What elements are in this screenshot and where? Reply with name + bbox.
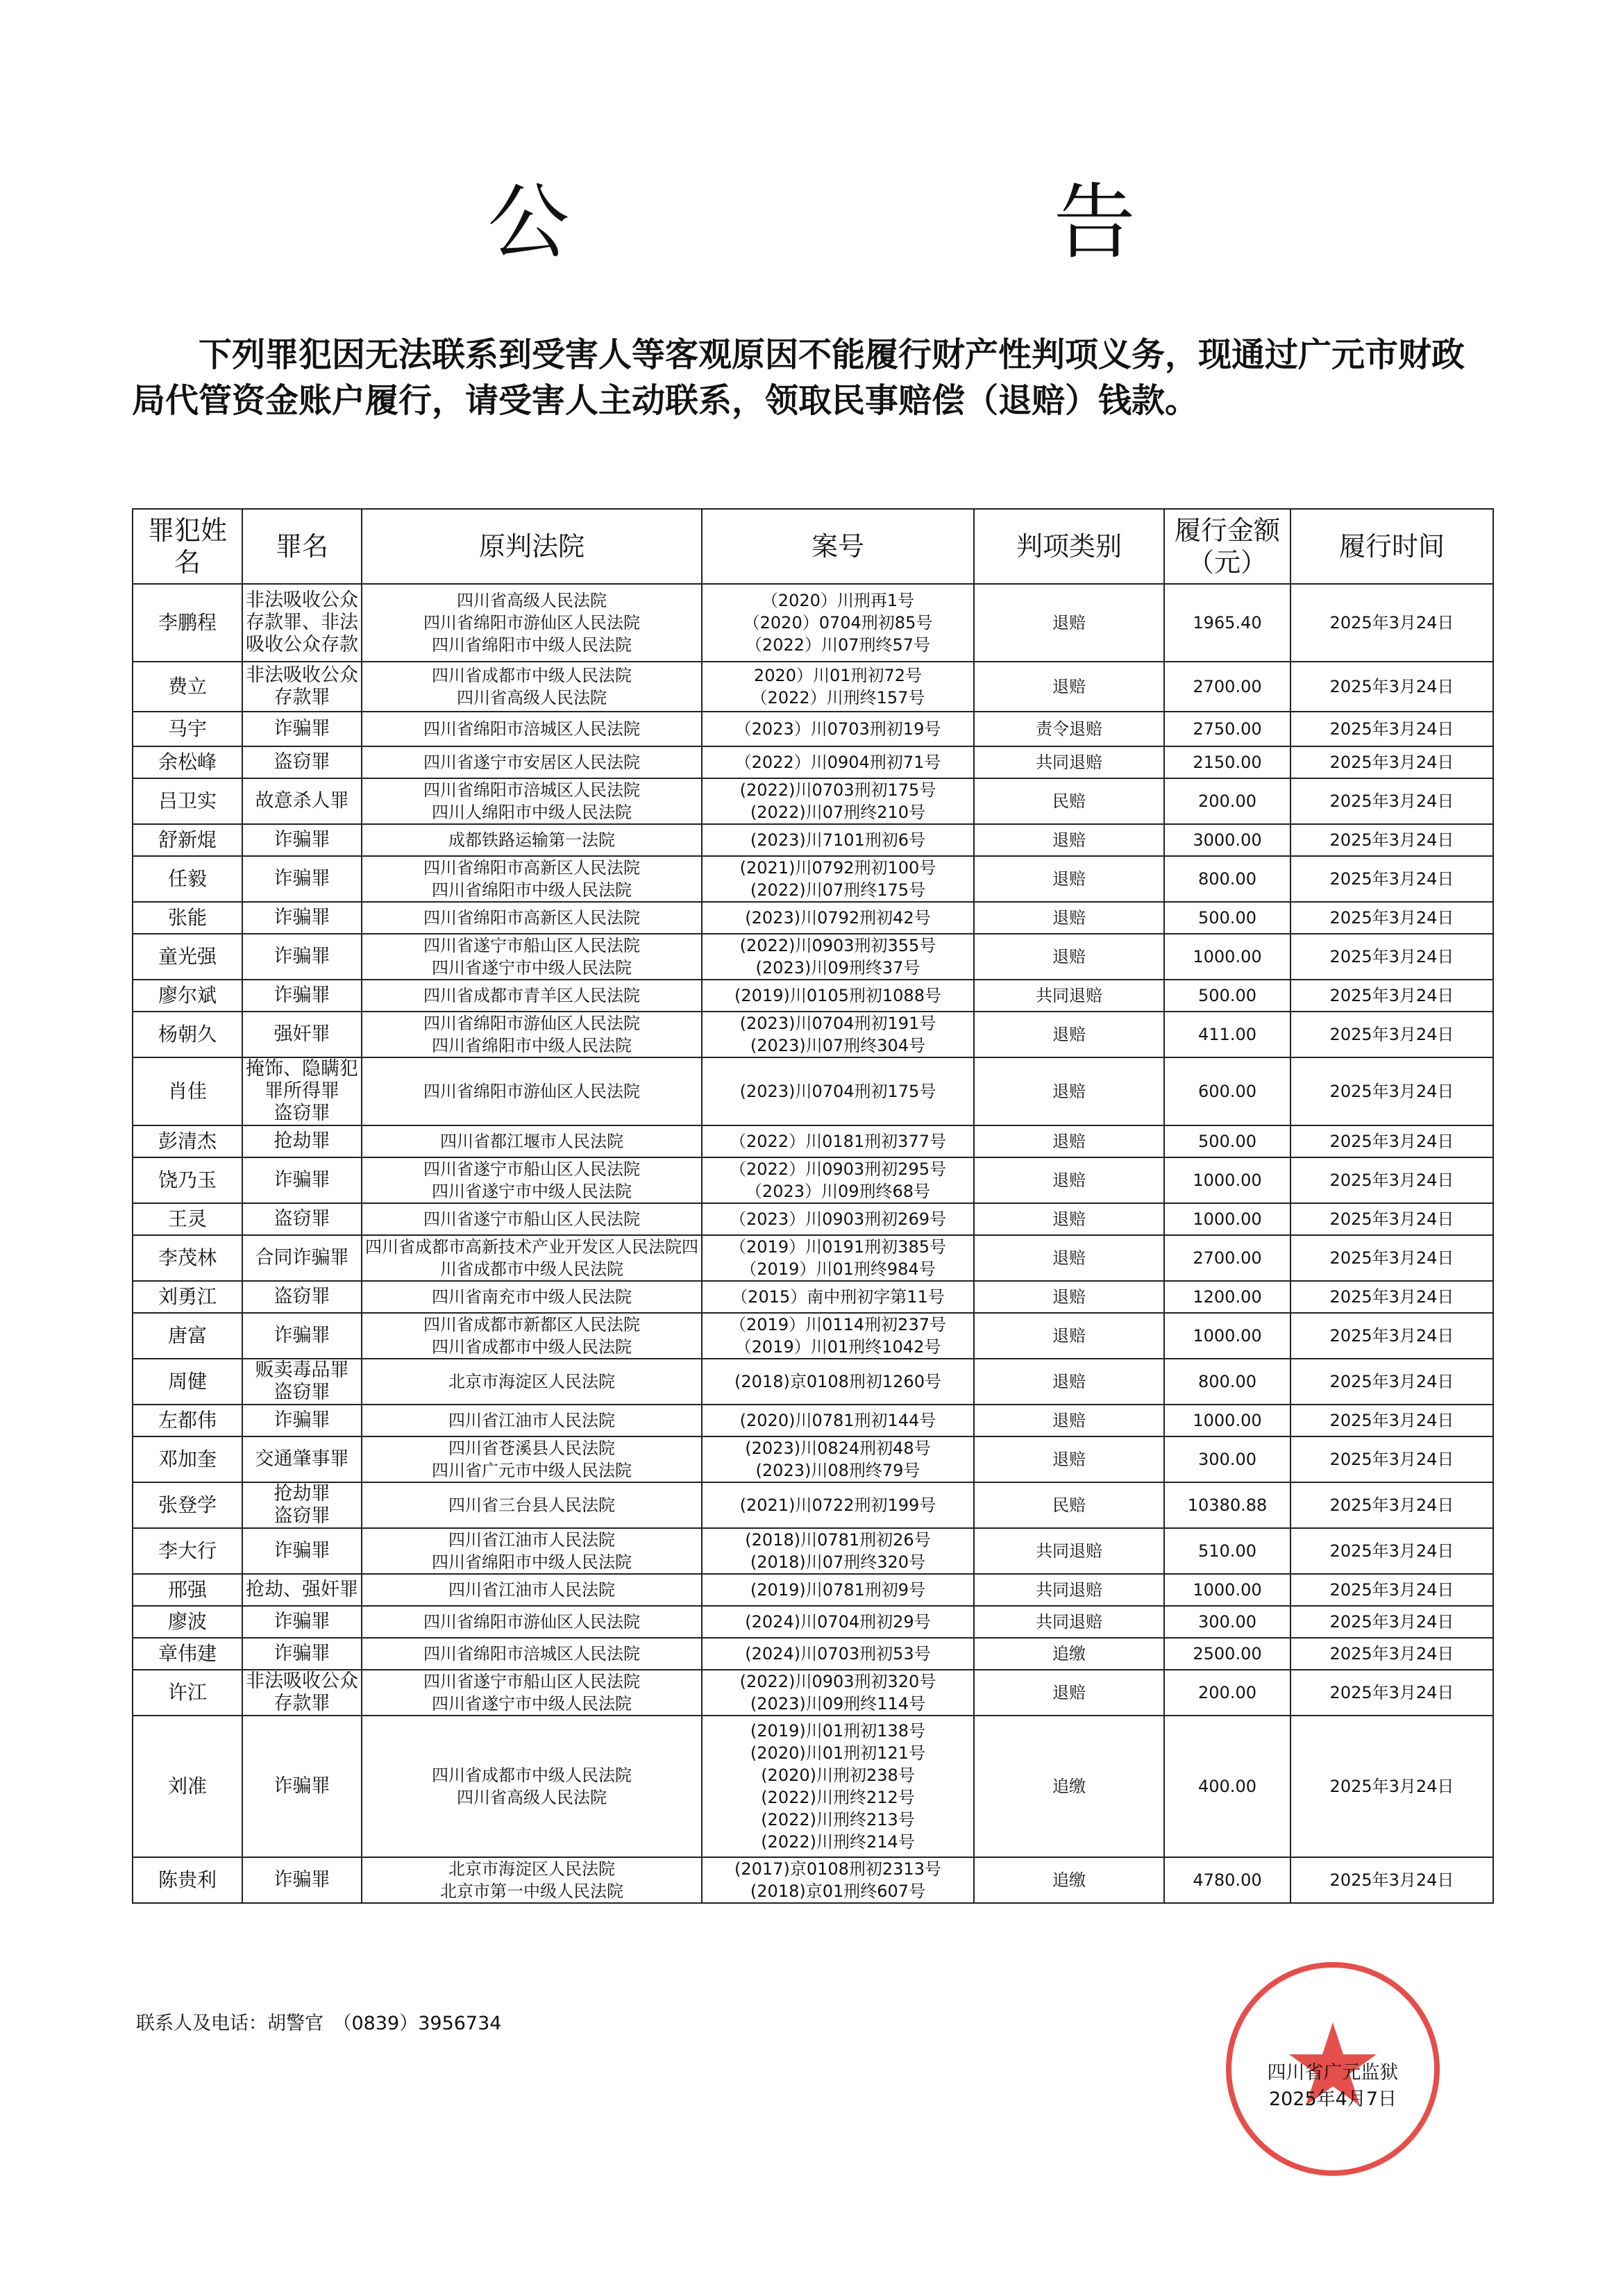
- cell-court: 四川省苍溪县人民法院 四川省广元市中级人民法院: [362, 1436, 702, 1482]
- cell-amount: 800.00: [1164, 856, 1290, 902]
- cell-date: 2025年3月24日: [1290, 1157, 1493, 1203]
- cell-name: 彭清杰: [133, 1125, 242, 1157]
- cell-judgment-type: 民赔: [974, 778, 1164, 824]
- cell-amount: 2500.00: [1164, 1638, 1290, 1670]
- cell-name: 李大行: [133, 1528, 242, 1574]
- table-row: [133, 778, 1493, 824]
- table-row: [133, 1125, 1493, 1157]
- table-row: [133, 934, 1493, 980]
- header-type: 判项类别: [974, 509, 1164, 584]
- cell-crime: 盗窃罪: [242, 1203, 362, 1235]
- cell-court: 成都铁路运输第一法院: [362, 824, 702, 856]
- cell-court: 四川省绵阳市高新区人民法院: [362, 902, 702, 934]
- cell-name: 刘勇江: [133, 1281, 242, 1313]
- cell-date: 2025年3月24日: [1290, 1313, 1493, 1359]
- cell-judgment-type: 追缴: [974, 1857, 1164, 1903]
- cell-case-number: (2021)川0722刑初199号: [702, 1482, 974, 1528]
- cell-court: 四川省遂宁市安居区人民法院: [362, 746, 702, 778]
- cell-name: 任毅: [133, 856, 242, 902]
- cell-amount: 1000.00: [1164, 934, 1290, 980]
- cell-amount: 200.00: [1164, 1670, 1290, 1716]
- cell-name: 童光强: [133, 934, 242, 980]
- cell-date: 2025年3月24日: [1290, 1405, 1493, 1436]
- cell-name: 张能: [133, 902, 242, 934]
- table-row: [133, 1203, 1493, 1235]
- cell-case-number: (2022)川0703刑初175号 (2022)川07刑终210号: [702, 778, 974, 824]
- cell-name: 张登学: [133, 1482, 242, 1528]
- cell-date: 2025年3月24日: [1290, 934, 1493, 980]
- cell-judgment-type: 共同退赔: [974, 980, 1164, 1012]
- cell-date: 2025年3月24日: [1290, 1857, 1493, 1903]
- cell-name: 杨朝久: [133, 1012, 242, 1057]
- issue-date: 2025年4月7日: [1268, 2088, 1397, 2110]
- cell-date: 2025年3月24日: [1290, 1716, 1493, 1857]
- cell-judgment-type: 退赔: [974, 1012, 1164, 1057]
- cell-name: 许江: [133, 1670, 242, 1716]
- cell-name: 饶乃玉: [133, 1157, 242, 1203]
- cell-date: 2025年3月24日: [1290, 1281, 1493, 1313]
- cell-case-number: (2022)川0903刑初355号 (2023)川09刑终37号: [702, 934, 974, 980]
- cell-name: 李鹏程: [133, 584, 242, 662]
- cell-amount: 400.00: [1164, 1716, 1290, 1857]
- intro-paragraph: 下列罪犯因无法联系到受害人等客观原因不能履行财产性判项义务，现通过广元市财政局代管资金账户履行，请受害人主动联系，领取民事赔偿（退赔）钱款。: [132, 335, 1465, 420]
- cell-judgment-type: 退赔: [974, 1157, 1164, 1203]
- cell-date: 2025年3月24日: [1290, 1638, 1493, 1670]
- table-row: [133, 662, 1493, 712]
- cell-case-number: (2023)川7101刑初6号: [702, 824, 974, 856]
- cell-court: 四川省遂宁市船山区人民法院: [362, 1203, 702, 1235]
- cell-date: 2025年3月24日: [1290, 1359, 1493, 1405]
- cell-date: 2025年3月24日: [1290, 1482, 1493, 1528]
- table-row: [133, 712, 1493, 746]
- cell-amount: 2750.00: [1164, 712, 1290, 746]
- cell-court: 四川省成都市中级人民法院 四川省高级人民法院: [362, 662, 702, 712]
- cell-amount: 200.00: [1164, 778, 1290, 824]
- cell-amount: 300.00: [1164, 1436, 1290, 1482]
- table-row: [133, 856, 1493, 902]
- cell-crime: 诈骗罪: [242, 980, 362, 1012]
- cell-judgment-type: 退赔: [974, 1203, 1164, 1235]
- cell-name: 王灵: [133, 1203, 242, 1235]
- cell-crime: 掩饰、隐瞒犯罪所得罪 盗窃罪: [242, 1057, 362, 1125]
- cell-judgment-type: 退赔: [974, 584, 1164, 662]
- cell-name: 章伟建: [133, 1638, 242, 1670]
- cell-judgment-type: 追缴: [974, 1638, 1164, 1670]
- cell-name: 邢强: [133, 1574, 242, 1606]
- cell-court: 四川省绵阳市游仙区人民法院: [362, 1606, 702, 1638]
- table-row: [133, 824, 1493, 856]
- table-row: [133, 1606, 1493, 1638]
- cell-crime: 非法吸收公众存款罪: [242, 662, 362, 712]
- table-row: [133, 746, 1493, 778]
- table-body: [133, 584, 1493, 1903]
- cell-court: 四川省南充市中级人民法院: [362, 1281, 702, 1313]
- header-court: 原判法院: [362, 509, 702, 584]
- cell-judgment-type: 退赔: [974, 856, 1164, 902]
- cell-case-number: （2019）川0191刑初385号 （2019）川01刑终984号: [702, 1235, 974, 1281]
- cell-crime: 诈骗罪: [242, 712, 362, 746]
- cell-name: 唐富: [133, 1313, 242, 1359]
- cell-amount: 411.00: [1164, 1012, 1290, 1057]
- cell-name: 费立: [133, 662, 242, 712]
- cell-date: 2025年3月24日: [1290, 1436, 1493, 1482]
- cell-crime: 诈骗罪: [242, 1528, 362, 1574]
- cell-court: 四川省江油市人民法院 四川省绵阳市中级人民法院: [362, 1528, 702, 1574]
- cell-date: 2025年3月24日: [1290, 1670, 1493, 1716]
- cell-judgment-type: 退赔: [974, 934, 1164, 980]
- cell-judgment-type: 退赔: [974, 1235, 1164, 1281]
- cell-judgment-type: 共同退赔: [974, 1606, 1164, 1638]
- cell-date: 2025年3月24日: [1290, 1574, 1493, 1606]
- cell-name: 左都伟: [133, 1405, 242, 1436]
- cell-case-number: (2023)川0704刑初191号 (2023)川07刑终304号: [702, 1012, 974, 1057]
- cell-judgment-type: 责令退赔: [974, 712, 1164, 746]
- cell-court: 四川省成都市新都区人民法院 四川省成都市中级人民法院: [362, 1313, 702, 1359]
- cell-name: 邓加奎: [133, 1436, 242, 1482]
- cell-case-number: (2018)京0108刑初1260号: [702, 1359, 974, 1405]
- cell-amount: 2700.00: [1164, 1235, 1290, 1281]
- cell-case-number: (2019)川0105刑初1088号: [702, 980, 974, 1012]
- table-header-row: [133, 509, 1493, 584]
- cell-date: 2025年3月24日: [1290, 1606, 1493, 1638]
- cell-date: 2025年3月24日: [1290, 1125, 1493, 1157]
- cell-court: 四川省遂宁市船山区人民法院 四川省遂宁市中级人民法院: [362, 934, 702, 980]
- cell-amount: 500.00: [1164, 980, 1290, 1012]
- cell-court: 四川省遂宁市船山区人民法院 四川省遂宁市中级人民法院: [362, 1670, 702, 1716]
- cell-crime: 盗窃罪: [242, 746, 362, 778]
- cell-date: 2025年3月24日: [1290, 1528, 1493, 1574]
- cell-date: 2025年3月24日: [1290, 824, 1493, 856]
- cell-crime: 交通肇事罪: [242, 1436, 362, 1482]
- cell-judgment-type: 民赔: [974, 1482, 1164, 1528]
- cell-name: 舒新焜: [133, 824, 242, 856]
- cell-case-number: （2023）川0903刑初269号: [702, 1203, 974, 1235]
- header-name: 罪犯姓名: [133, 509, 242, 584]
- cell-date: 2025年3月24日: [1290, 662, 1493, 712]
- cell-court: 四川省绵阳市游仙区人民法院 四川省绵阳市中级人民法院: [362, 1012, 702, 1057]
- cell-crime: 强奸罪: [242, 1012, 362, 1057]
- cell-case-number: (2019)川01刑初138号 (2020)川01刑初121号 (2020)川刑初238号 (2022)川刑终212号 (2022)川刑终213号 (2022)川刑终214号: [702, 1716, 974, 1857]
- table-row: [133, 1716, 1493, 1857]
- cell-crime: 抢劫、强奸罪: [242, 1574, 362, 1606]
- cell-crime: 诈骗罪: [242, 1313, 362, 1359]
- cell-date: 2025年3月24日: [1290, 980, 1493, 1012]
- cell-judgment-type: 退赔: [974, 1057, 1164, 1125]
- table-row: [133, 1235, 1493, 1281]
- cell-amount: 800.00: [1164, 1359, 1290, 1405]
- cell-court: 四川省江油市人民法院: [362, 1574, 702, 1606]
- cell-date: 2025年3月24日: [1290, 1203, 1493, 1235]
- cell-crime: 诈骗罪: [242, 1405, 362, 1436]
- table-row: [133, 584, 1493, 662]
- cell-case-number: (2018)川0781刑初26号 (2018)川07刑终320号: [702, 1528, 974, 1574]
- cell-name: 马宇: [133, 712, 242, 746]
- cell-court: 北京市海淀区人民法院 北京市第一中级人民法院: [362, 1857, 702, 1903]
- cell-court: 四川省绵阳市涪城区人民法院: [362, 712, 702, 746]
- cell-case-number: (2021)川0792刑初100号 (2022)川07刑终175号: [702, 856, 974, 902]
- cell-amount: 1000.00: [1164, 1203, 1290, 1235]
- table-row: [133, 1670, 1493, 1716]
- table-row: [133, 1281, 1493, 1313]
- cell-name: 周健: [133, 1359, 242, 1405]
- cell-judgment-type: 追缴: [974, 1716, 1164, 1857]
- table-row: [133, 1313, 1493, 1359]
- cell-crime: 贩卖毒品罪 盗窃罪: [242, 1359, 362, 1405]
- table-row: [133, 1482, 1493, 1528]
- cell-crime: 抢劫罪 盗窃罪: [242, 1482, 362, 1528]
- cell-judgment-type: 共同退赔: [974, 1528, 1164, 1574]
- cell-case-number: (2023)川0792刑初42号: [702, 902, 974, 934]
- cell-crime: 诈骗罪: [242, 1606, 362, 1638]
- cell-crime: 诈骗罪: [242, 1638, 362, 1670]
- issuer-name: 四川省广元监狱: [1267, 2062, 1399, 2084]
- cell-date: 2025年3月24日: [1290, 902, 1493, 934]
- cell-judgment-type: 退赔: [974, 1436, 1164, 1482]
- cell-case-number: (2019)川0781刑初9号: [702, 1574, 974, 1606]
- cell-name: 廖尔斌: [133, 980, 242, 1012]
- cell-case-number: (2023)川0704刑初175号: [702, 1057, 974, 1125]
- table-row: [133, 1057, 1493, 1125]
- table-row: [133, 1528, 1493, 1574]
- cell-judgment-type: 共同退赔: [974, 746, 1164, 778]
- cell-amount: 1000.00: [1164, 1405, 1290, 1436]
- cell-crime: 诈骗罪: [242, 1857, 362, 1903]
- cell-judgment-type: 退赔: [974, 1359, 1164, 1405]
- cell-crime: 诈骗罪: [242, 902, 362, 934]
- cell-amount: 500.00: [1164, 1125, 1290, 1157]
- cell-judgment-type: 退赔: [974, 824, 1164, 856]
- cell-amount: 510.00: [1164, 1528, 1290, 1574]
- cell-date: 2025年3月24日: [1290, 778, 1493, 824]
- cell-case-number: (2024)川0704刑初29号: [702, 1606, 974, 1638]
- header-date: 履行时间: [1290, 509, 1493, 584]
- table-row: [133, 1638, 1493, 1670]
- cell-amount: 1000.00: [1164, 1157, 1290, 1203]
- cell-date: 2025年3月24日: [1290, 712, 1493, 746]
- table-row: [133, 1405, 1493, 1436]
- header-case: 案号: [702, 509, 974, 584]
- cell-amount: 4780.00: [1164, 1857, 1290, 1903]
- cell-court: 四川省都江堰市人民法院: [362, 1125, 702, 1157]
- contact-info: 联系人及电话：胡警官 （0839）3956734: [136, 2013, 502, 2034]
- cell-amount: 300.00: [1164, 1606, 1290, 1638]
- cell-amount: 500.00: [1164, 902, 1290, 934]
- header-amount: 履行金额（元）: [1164, 509, 1290, 584]
- cell-crime: 诈骗罪: [242, 1716, 362, 1857]
- cell-amount: 1000.00: [1164, 1313, 1290, 1359]
- cell-name: 肖佳: [133, 1057, 242, 1125]
- cell-judgment-type: 退赔: [974, 1281, 1164, 1313]
- cell-court: 四川省绵阳市涪城区人民法院 四川人绵阳市中级人民法院: [362, 778, 702, 824]
- table-row: [133, 1857, 1493, 1903]
- cell-name: 余松峰: [133, 746, 242, 778]
- cell-crime: 诈骗罪: [242, 934, 362, 980]
- cell-case-number: （2022）川0904刑初71号: [702, 746, 974, 778]
- cell-date: 2025年3月24日: [1290, 746, 1493, 778]
- page-title: 公 告: [487, 174, 1365, 270]
- table-row: [133, 902, 1493, 934]
- table-row: [133, 980, 1493, 1012]
- cell-case-number: (2017)京0108刑初2313号 (2018)京01刑终607号: [702, 1857, 974, 1903]
- cell-date: 2025年3月24日: [1290, 856, 1493, 902]
- cell-crime: 故意杀人罪: [242, 778, 362, 824]
- cell-name: 陈贵利: [133, 1857, 242, 1903]
- cell-amount: 1965.40: [1164, 584, 1290, 662]
- cell-judgment-type: 退赔: [974, 1405, 1164, 1436]
- cell-name: 廖波: [133, 1606, 242, 1638]
- cell-case-number: （2022）川0903刑初295号 （2023）川09刑终68号: [702, 1157, 974, 1203]
- cell-judgment-type: 退赔: [974, 1313, 1164, 1359]
- cell-amount: 1200.00: [1164, 1281, 1290, 1313]
- cell-crime: 非法吸收公众存款罪、非法吸收公众存款: [242, 584, 362, 662]
- cell-court: 四川省绵阳市游仙区人民法院: [362, 1057, 702, 1125]
- cell-court: 四川省成都市高新技术产业开发区人民法院四川省成都市中级人民法院: [362, 1235, 702, 1281]
- cell-judgment-type: 退赔: [974, 1670, 1164, 1716]
- cell-court: 四川省高级人民法院 四川省绵阳市游仙区人民法院 四川省绵阳市中级人民法院: [362, 584, 702, 662]
- cell-court: 四川省成都市中级人民法院 四川省高级人民法院: [362, 1716, 702, 1857]
- cell-judgment-type: 退赔: [974, 1125, 1164, 1157]
- cell-amount: 2150.00: [1164, 746, 1290, 778]
- cell-court: 北京市海淀区人民法院: [362, 1359, 702, 1405]
- cell-crime: 抢劫罪: [242, 1125, 362, 1157]
- cell-case-number: （2015）南中刑初字第11号: [702, 1281, 974, 1313]
- table-row: [133, 1012, 1493, 1057]
- cell-crime: 诈骗罪: [242, 856, 362, 902]
- cell-name: 吕卫实: [133, 778, 242, 824]
- cell-date: 2025年3月24日: [1290, 1012, 1493, 1057]
- cell-crime: 盗窃罪: [242, 1281, 362, 1313]
- cell-date: 2025年3月24日: [1290, 584, 1493, 662]
- cell-judgment-type: 共同退赔: [974, 1574, 1164, 1606]
- cell-date: 2025年3月24日: [1290, 1235, 1493, 1281]
- cell-court: 四川省江油市人民法院: [362, 1405, 702, 1436]
- cell-amount: 600.00: [1164, 1057, 1290, 1125]
- cell-case-number: 2020）川01刑初72号 （2022）川刑终157号: [702, 662, 974, 712]
- cell-court: 四川省成都市青羊区人民法院: [362, 980, 702, 1012]
- table-row: [133, 1574, 1493, 1606]
- cell-case-number: (2022)川0903刑初320号 (2023)川09刑终114号: [702, 1670, 974, 1716]
- cell-court: 四川省绵阳市高新区人民法院 四川省绵阳市中级人民法院: [362, 856, 702, 902]
- cell-name: 刘准: [133, 1716, 242, 1857]
- cell-name: 李茂林: [133, 1235, 242, 1281]
- cell-court: 四川省绵阳市涪城区人民法院: [362, 1638, 702, 1670]
- cell-case-number: （2022）川0181刑初377号: [702, 1125, 974, 1157]
- cell-crime: 合同诈骗罪: [242, 1235, 362, 1281]
- cell-case-number: (2020)川0781刑初144号: [702, 1405, 974, 1436]
- cell-judgment-type: 退赔: [974, 902, 1164, 934]
- cell-amount: 2700.00: [1164, 662, 1290, 712]
- table-row: [133, 1359, 1493, 1405]
- cell-crime: 诈骗罪: [242, 1157, 362, 1203]
- cell-judgment-type: 退赔: [974, 662, 1164, 712]
- table-row: [133, 1157, 1493, 1203]
- cell-case-number: （2020）川刑再1号 （2020）0704刑初85号 （2022）川07刑终57号: [702, 584, 974, 662]
- cell-case-number: （2019）川0114刑初237号 （2019）川01刑终1042号: [702, 1313, 974, 1359]
- header-crime: 罪名: [242, 509, 362, 584]
- cell-date: 2025年3月24日: [1290, 1057, 1493, 1125]
- cell-court: 四川省三台县人民法院: [362, 1482, 702, 1528]
- cell-amount: 3000.00: [1164, 824, 1290, 856]
- cell-case-number: (2023)川0824刑初48号 (2023)川08刑终79号: [702, 1436, 974, 1482]
- cell-crime: 诈骗罪: [242, 824, 362, 856]
- cell-amount: 10380.88: [1164, 1482, 1290, 1528]
- cell-amount: 1000.00: [1164, 1574, 1290, 1606]
- table-row: [133, 1436, 1493, 1482]
- cell-crime: 非法吸收公众存款罪: [242, 1670, 362, 1716]
- cell-case-number: （2023）川0703刑初19号: [702, 712, 974, 746]
- offender-table: [132, 508, 1494, 1904]
- cell-case-number: (2024)川0703刑初53号: [702, 1638, 974, 1670]
- cell-court: 四川省遂宁市船山区人民法院 四川省遂宁市中级人民法院: [362, 1157, 702, 1203]
